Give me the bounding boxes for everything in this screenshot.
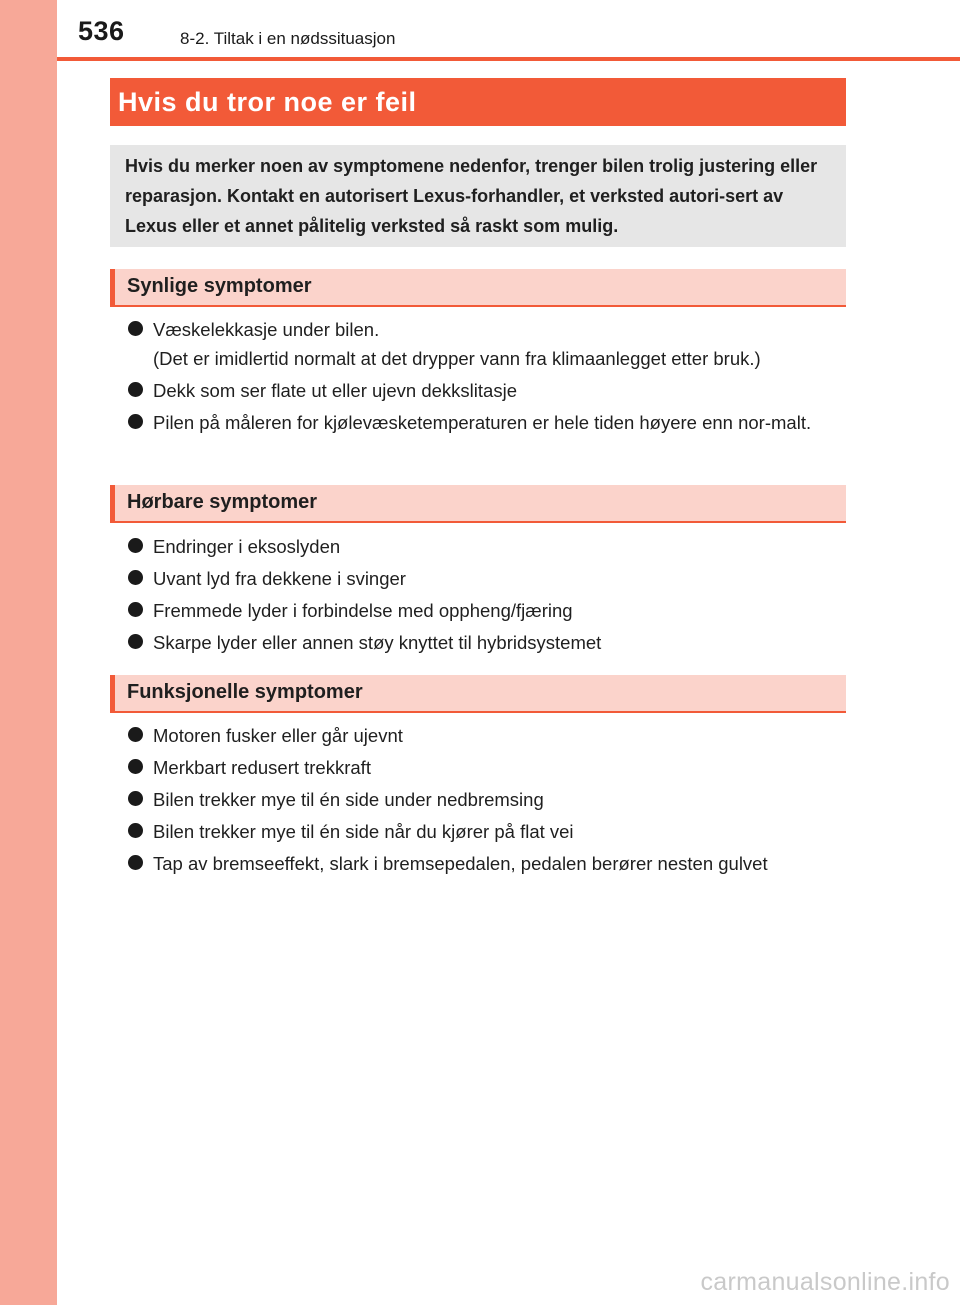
list-item-text: Bilen trekker mye til én side når du kjører på flat vei — [153, 821, 574, 842]
audible-symptoms-list — [126, 532, 846, 660]
bullet-icon — [128, 602, 143, 617]
list-item — [126, 532, 846, 561]
section-heading-functional-symptoms: Funksjonelle symptomer — [110, 675, 846, 713]
intro-text: Hvis du merker noen av symptomene nedenfor, trenger bilen trolig justering eller reparasjon. Kontakt en autorisert Lexus-forhandler, et verksted autori-sert av Lexus eller et annet pålitelig verksted så raskt som mulig. — [125, 156, 818, 236]
list-item-text: Skarpe lyder eller annen støy knyttet til hybridsystemet — [153, 632, 602, 653]
list-item-text: Merkbart redusert trekkraft — [153, 757, 371, 778]
page-title: Hvis du tror noe er feil — [110, 78, 846, 126]
intro-box — [110, 145, 846, 247]
bullet-icon — [128, 382, 143, 397]
list-item-subtext: (Det er imidlertid normalt at det drypper vann fra klimaanlegget etter bruk.) — [153, 348, 761, 369]
bullet-icon — [128, 321, 143, 336]
bullet-icon — [128, 727, 143, 742]
bullet-icon — [128, 634, 143, 649]
list-item-text: Bilen trekker mye til én side under nedbremsing — [153, 789, 544, 810]
bullet-icon — [128, 855, 143, 870]
list-item — [126, 785, 846, 814]
list-item — [126, 817, 846, 846]
list-item — [126, 564, 846, 593]
visible-symptoms-list — [126, 315, 846, 440]
header-rule — [57, 57, 960, 61]
section-heading-visible-symptoms: Synlige symptomer — [110, 269, 846, 307]
bullet-icon — [128, 823, 143, 838]
bullet-icon — [128, 759, 143, 774]
watermark: carmanualsonline.info — [700, 1268, 950, 1296]
section-heading-audible-symptoms: Hørbare symptomer — [110, 485, 846, 523]
bullet-icon — [128, 791, 143, 806]
functional-symptoms-list — [126, 721, 846, 881]
list-item-text: Dekk som ser flate ut eller ujevn dekkslitasje — [153, 380, 517, 401]
list-item — [126, 315, 846, 373]
bullet-icon — [128, 538, 143, 553]
list-item — [126, 408, 846, 437]
bullet-icon — [128, 414, 143, 429]
list-item — [126, 628, 846, 657]
running-head: 8-2. Tiltak i en nødssituasjon — [180, 29, 396, 48]
list-item-text: Væskelekkasje under bilen. — [153, 319, 380, 340]
list-item-text: Motoren fusker eller går ujevnt — [153, 725, 403, 746]
list-item — [126, 376, 846, 405]
list-item — [126, 753, 846, 782]
list-item-text: Endringer i eksoslyden — [153, 536, 341, 557]
list-item — [126, 849, 846, 878]
list-item-text: Pilen på måleren for kjølevæsketemperaturen er hele tiden høyere enn nor-malt. — [153, 412, 812, 433]
page-number: 536 — [78, 16, 125, 46]
bullet-icon — [128, 570, 143, 585]
list-item — [126, 721, 846, 750]
list-item-text: Fremmede lyder i forbindelse med oppheng/fjæring — [153, 600, 573, 621]
side-tab-band — [0, 0, 57, 1305]
list-item — [126, 596, 846, 625]
list-item-text: Uvant lyd fra dekkene i svinger — [153, 568, 406, 589]
list-item-text: Tap av bremseeffekt, slark i bremsepedalen, pedalen berører nesten gulvet — [153, 853, 768, 874]
